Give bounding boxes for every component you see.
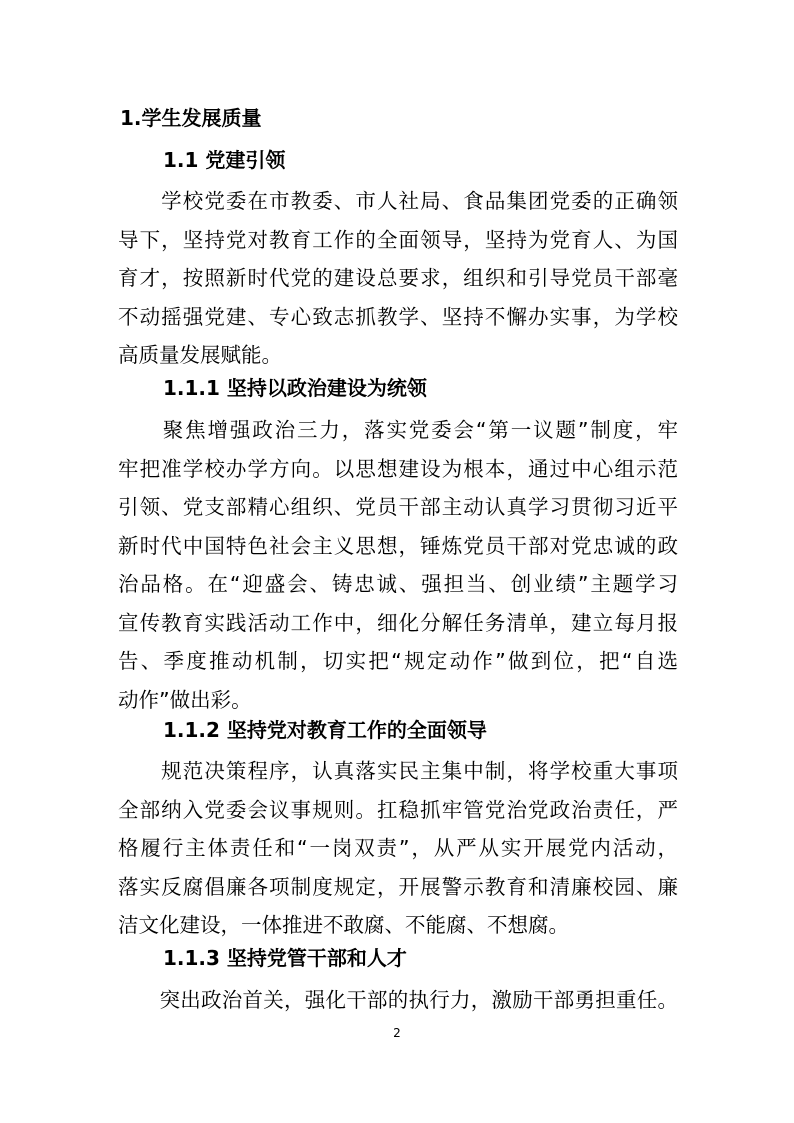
section-heading-1-1: 1.1 党建引领 — [163, 148, 286, 172]
section-heading-1-1-1: 1.1.1 坚持以政治建设为统领 — [163, 376, 427, 400]
text-line: 告、季度推动机制，切实把“规定动作”做到位，把“自选 — [118, 649, 678, 673]
text-line: 牢把准学校办学方向。以思想建设为根本，通过中心组示范 — [118, 456, 678, 481]
paragraph-party-building — [118, 182, 678, 375]
text-line: 导下，坚持党对教育工作的全面领导，坚持为党育人、为国 — [118, 227, 678, 252]
text-line: 洁文化建设，一体推进不敢腐、不能腐、不想腐。 — [118, 913, 569, 937]
section-heading-1-1-2: 1.1.2 坚持党对教育工作的全面领导 — [163, 718, 487, 742]
text-line: 治品格。在“迎盛会、铸忠诚、强担当、创业绩”主题学习 — [118, 572, 678, 596]
text-line: 高质量发展赋能。 — [118, 343, 282, 367]
paragraph-political-building — [118, 411, 678, 719]
page-number: 2 — [393, 1026, 401, 1040]
text-line: 宣传教育实践活动工作中，细化分解任务清单，建立每月报 — [118, 610, 678, 635]
text-line: 育才，按照新时代党的建设总要求，组织和引导党员干部毫 — [118, 266, 678, 290]
paragraph-comprehensive-leadership — [118, 752, 678, 945]
text-line: 全部纳入党委会议事规则。扛稳抓牢管党治党政治责任，严 — [118, 797, 678, 822]
paragraph-cadre-management — [118, 981, 678, 1020]
text-line: 新时代中国特色社会主义思想，锤炼党员干部对党忠诚的政 — [118, 533, 678, 558]
text-line: 格履行主体责任和“一岗双责”，从严从实开展党内活动， — [118, 836, 678, 860]
text-line: 聚焦增强政治三力，落实党委会“第一议题”制度，牢 — [118, 418, 678, 442]
section-heading-1-1-3: 1.1.3 坚持党管干部和人才 — [163, 946, 407, 970]
text-line: 规范决策程序，认真落实民主集中制，将学校重大事项 — [118, 759, 678, 783]
text-line: 引领、党支部精心组织、党员干部主动认真学习贯彻习近平 — [118, 495, 678, 519]
text-line: 突出政治首关，强化干部的执行力，激励干部勇担重任。 — [118, 988, 678, 1012]
section-heading-1: 1.学生发展质量 — [120, 106, 262, 130]
text-line: 不动摇强党建、专心致志抓教学、坚持不懈办实事，为学校 — [118, 304, 678, 329]
text-line: 动作”做出彩。 — [118, 687, 252, 712]
text-line: 落实反腐倡廉各项制度规定，开展警示教育和清廉校园、廉 — [118, 874, 678, 899]
text-line: 学校党委在市教委、市人社局、食品集团党委的正确领 — [118, 189, 678, 213]
